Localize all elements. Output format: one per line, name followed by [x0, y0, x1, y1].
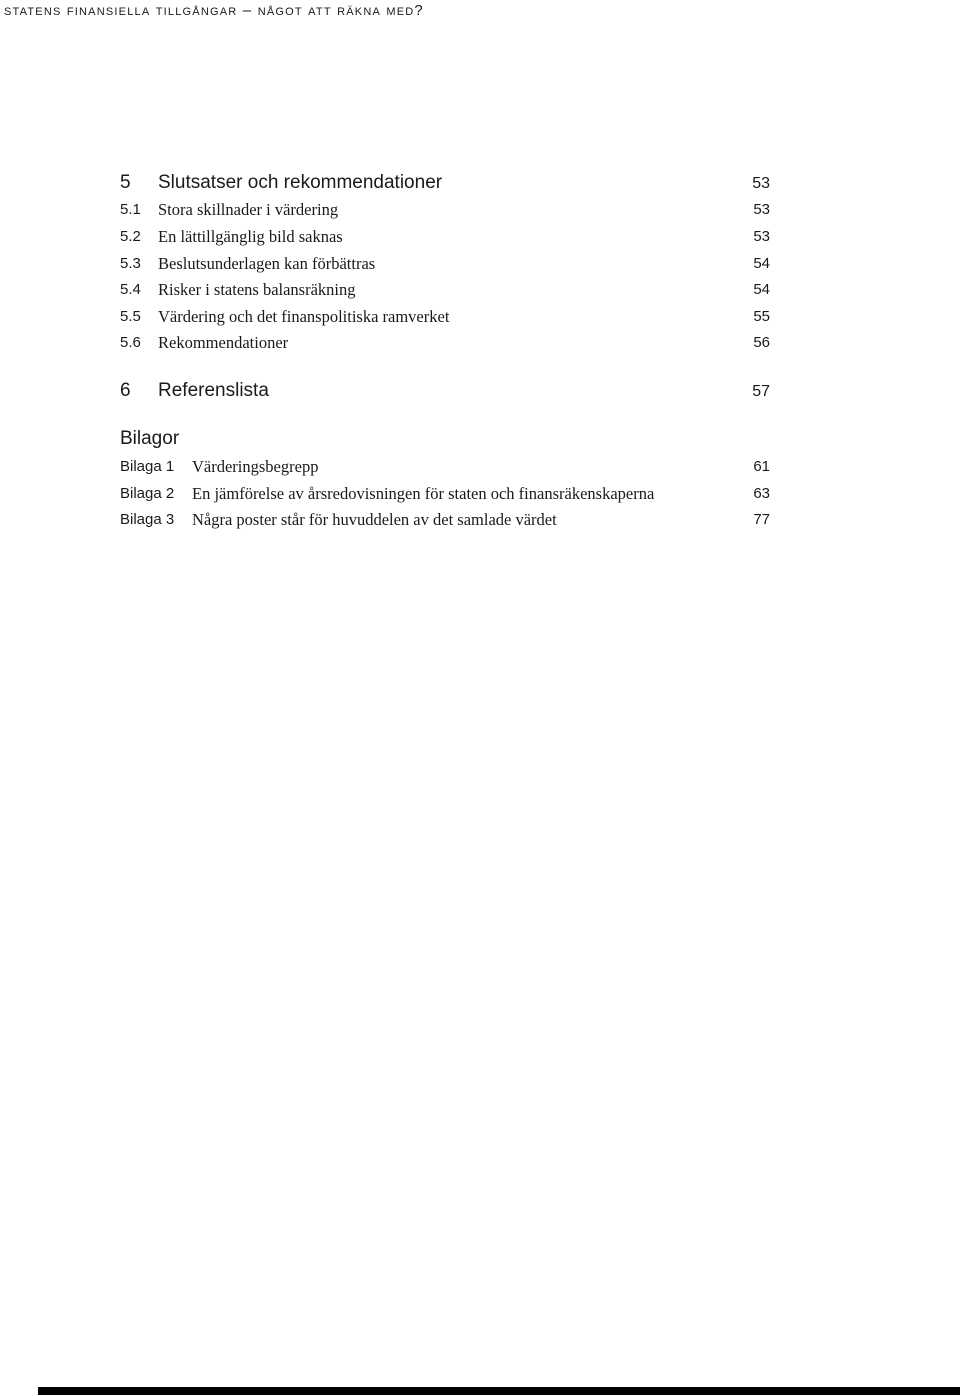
section-number: 5.5 — [120, 308, 141, 325]
section-title: Rekommendationer — [158, 333, 289, 352]
section-title: Risker i statens balansräkning — [158, 280, 356, 299]
page-number: 63 — [753, 485, 770, 502]
toc-section-5-2[interactable] — [120, 227, 770, 251]
section-title: Stora skillnader i värdering — [158, 200, 339, 219]
toc-chapter-5[interactable] — [120, 172, 770, 196]
section-number: 5.1 — [120, 201, 141, 218]
appendix-title: En jämförelse av årsredovisningen för staten och finansräkenskaperna — [192, 484, 655, 503]
appendices-heading: Bilagor — [120, 428, 180, 449]
running-head: statens finansiella tillgångar – något att räkna med? — [4, 2, 424, 19]
page-number: 54 — [753, 281, 770, 298]
section-title: Beslutsunderlagen kan förbättras — [158, 254, 376, 273]
section-number: 5.2 — [120, 228, 141, 245]
toc-section-5-1[interactable] — [120, 200, 770, 224]
page-number: 53 — [753, 201, 770, 218]
section-title: En lättillgänglig bild saknas — [158, 227, 343, 246]
toc-appendix-2[interactable] — [120, 484, 770, 508]
page-number: 77 — [753, 511, 770, 528]
page-number: 61 — [753, 458, 770, 475]
section-number: 5.4 — [120, 281, 141, 298]
page-number: 55 — [753, 308, 770, 325]
chapter-title: Referenslista — [158, 380, 269, 401]
page-number: 57 — [752, 383, 770, 400]
toc-section-5-4[interactable] — [120, 280, 770, 304]
chapter-number: 5 — [120, 172, 131, 193]
footer-rule — [38, 1387, 960, 1395]
toc-appendix-3[interactable] — [120, 510, 770, 534]
appendix-title: Några poster står för huvuddelen av det samlade värdet — [192, 510, 557, 529]
section-title: Värdering och det finanspolitiska ramverket — [158, 307, 450, 326]
chapter-title: Slutsatser och rekommendationer — [158, 172, 443, 193]
toc-chapter-6[interactable] — [120, 380, 770, 404]
section-number: 5.6 — [120, 334, 141, 351]
toc-appendix-1[interactable] — [120, 457, 770, 481]
toc-section-5-6[interactable] — [120, 333, 770, 357]
page-number: 53 — [753, 228, 770, 245]
appendix-title: Värderingsbegrepp — [192, 457, 319, 476]
page-number: 53 — [752, 175, 770, 192]
page-number: 54 — [753, 255, 770, 272]
appendix-label: Bilaga 2 — [120, 485, 175, 502]
appendix-label: Bilaga 3 — [120, 511, 175, 528]
appendix-label: Bilaga 1 — [120, 458, 175, 475]
chapter-number: 6 — [120, 380, 131, 401]
toc-section-5-5[interactable] — [120, 307, 770, 331]
section-number: 5.3 — [120, 255, 141, 272]
page-number: 56 — [753, 334, 770, 351]
toc-section-5-3[interactable] — [120, 254, 770, 278]
